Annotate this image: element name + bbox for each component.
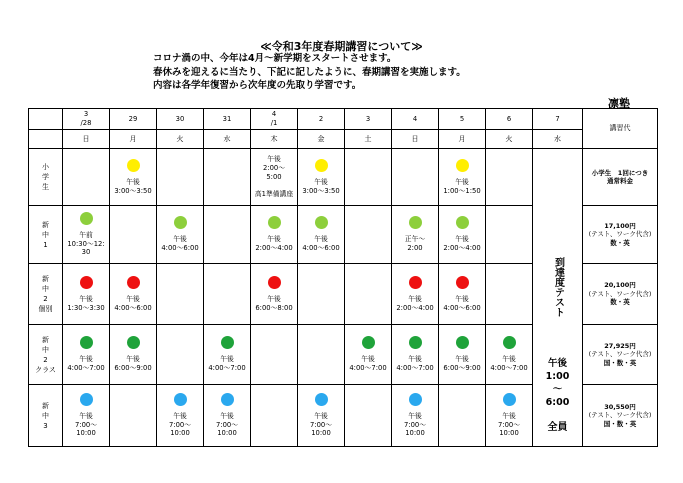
day-cell	[486, 130, 533, 149]
date-cell	[392, 109, 439, 130]
date-cell	[204, 109, 251, 130]
schedule-cell	[251, 149, 298, 206]
day-label: 水	[223, 134, 231, 143]
date-label: 3	[365, 114, 371, 123]
session-dot-icon	[456, 276, 469, 289]
date-label: 31	[222, 114, 232, 123]
intro-line: 春休みを迎えるに当たり、下記に記したように、春期講習を実施します。	[153, 66, 466, 78]
fee-subjects: 数・英	[610, 238, 630, 247]
session-time: 午後 6:00～8:00	[255, 294, 293, 312]
test-label: 到達度テスト	[552, 257, 564, 317]
date-cell	[345, 109, 392, 130]
date-label: 2	[318, 114, 324, 123]
day-label: 火	[505, 134, 513, 143]
schedule-cell	[486, 325, 533, 385]
grade-label: 新 中 2 クラス	[35, 335, 56, 374]
day-label: 火	[176, 134, 184, 143]
schedule-cell	[110, 206, 157, 264]
corner-cell	[29, 109, 63, 130]
session-time: 午後 2:00～ 5:00 高1準備講座	[254, 155, 294, 199]
date-label: 3 /28	[80, 110, 92, 127]
day-cell	[298, 130, 345, 149]
date-label: 30	[175, 114, 185, 123]
grade-label-cell	[29, 385, 63, 447]
session-dot-icon	[456, 336, 469, 349]
corner-cell	[29, 130, 63, 149]
session-time: 午後 4:00～6:00	[302, 235, 340, 252]
session-dot-icon	[80, 393, 93, 406]
fee-subjects: 国・数・英	[603, 419, 637, 428]
session-time: 午後 3:00～3:50	[114, 177, 152, 195]
grade-label-cell	[29, 264, 63, 325]
session-dot-icon	[268, 276, 281, 289]
session-time: 午前 10:30～12: 30	[67, 230, 105, 257]
schedule-cell	[439, 325, 486, 385]
schedule-cell	[298, 385, 345, 447]
session-dot-icon	[80, 276, 93, 289]
session-dot-icon	[221, 336, 234, 349]
session-dot-icon	[409, 336, 422, 349]
session-time: 午後 7:00～ 10:00	[497, 411, 521, 438]
session-dot-icon	[409, 276, 422, 289]
fee-header-label: 講習代	[609, 124, 631, 132]
session-dot-icon	[315, 159, 328, 172]
schedule-cell	[392, 149, 439, 206]
session-time: 午後 7:00～ 10:00	[168, 411, 192, 438]
day-cell	[345, 130, 392, 149]
fee-note: (テスト、ワーク代含)	[588, 350, 652, 359]
schedule-cell	[439, 206, 486, 264]
session-dot-icon	[127, 336, 140, 349]
session-dot-icon	[268, 216, 281, 229]
schedule-cell	[251, 325, 298, 385]
schedule-cell	[392, 385, 439, 447]
session-time: 午後 4:00～7:00	[490, 355, 528, 372]
grade-label-cell	[29, 206, 63, 264]
day-cell	[204, 130, 251, 149]
intro-text	[153, 52, 466, 93]
schedule-cell	[298, 264, 345, 325]
date-label: 7	[555, 114, 560, 123]
date-label: 4 /1	[270, 110, 278, 127]
session-dot-icon	[456, 159, 469, 172]
fee-cell	[583, 149, 658, 206]
schedule-cell	[251, 385, 298, 447]
grade-label: 新 中 2 個別	[38, 275, 53, 313]
day-cell	[392, 130, 439, 149]
session-time: 午後 2:00～4:00	[443, 235, 481, 252]
session-dot-icon	[80, 336, 93, 349]
fee-cell	[583, 264, 658, 325]
day-label: 日	[411, 134, 419, 143]
grade-label: 小 学 生	[42, 163, 49, 191]
schedule-cell	[439, 385, 486, 447]
page-title: ≪令和3年度春期講習について≫	[260, 40, 423, 53]
fee-cell	[583, 325, 658, 385]
fee-amount: 20,100円	[604, 281, 636, 290]
schedule-cell	[392, 264, 439, 325]
session-dot-icon	[503, 393, 516, 406]
test-time: 午後 1:00 ～ 6:00	[545, 358, 570, 408]
schedule-cell	[110, 264, 157, 325]
session-time: 午後 4:00～7:00	[396, 355, 434, 372]
session-time: 午後 3:00～3:50	[302, 177, 340, 195]
session-time: 午後 4:00～7:00	[349, 355, 387, 372]
schedule-cell	[157, 149, 204, 206]
schedule-cell	[110, 385, 157, 447]
session-time: 午後 1:30～3:30	[67, 294, 105, 312]
session-dot-icon	[362, 336, 375, 349]
grade-row	[29, 149, 658, 206]
fee-amount: 17,100円	[604, 221, 636, 230]
day-label: 月	[458, 134, 466, 143]
schedule-cell	[251, 264, 298, 325]
session-dot-icon	[409, 393, 422, 406]
session-time: 午後 7:00～ 10:00	[74, 411, 98, 438]
session-time: 午後 2:00～4:00	[396, 294, 434, 312]
grade-label: 新 中 1	[42, 220, 49, 249]
day-label: 日	[82, 134, 90, 143]
date-cell	[251, 109, 298, 130]
schedule-cell	[439, 264, 486, 325]
day-cell	[251, 130, 298, 149]
session-time: 午後 6:00～9:00	[443, 355, 481, 372]
schedule-cell	[204, 325, 251, 385]
date-cell	[63, 109, 110, 130]
session-dot-icon	[127, 159, 140, 172]
date-cell	[110, 109, 157, 130]
schedule-cell	[486, 206, 533, 264]
grade-label: 新 中 3	[42, 401, 49, 430]
schedule-cell	[345, 385, 392, 447]
session-dot-icon	[315, 216, 328, 229]
fee-subjects: 国・数・英	[603, 358, 637, 367]
schedule-cell	[204, 385, 251, 447]
session-dot-icon	[80, 212, 93, 225]
schedule-cell	[298, 149, 345, 206]
schedule-cell	[110, 325, 157, 385]
date-label: 29	[128, 114, 138, 123]
date-cell	[439, 109, 486, 130]
date-cell	[533, 109, 583, 130]
date-header-row	[29, 109, 658, 130]
schedule-cell	[204, 206, 251, 264]
session-dot-icon	[409, 216, 422, 229]
schedule-cell	[298, 206, 345, 264]
day-cell	[110, 130, 157, 149]
date-label: 6	[506, 114, 512, 123]
day-label: 土	[364, 134, 372, 143]
schedule-cell	[392, 325, 439, 385]
session-time: 正午～ 2:00	[404, 235, 426, 252]
fee-subjects: 数・英	[610, 298, 630, 307]
schedule-cell	[439, 149, 486, 206]
day-label: 木	[270, 134, 278, 143]
fee-note: (テスト、ワーク代含)	[588, 411, 652, 420]
schedule-cell	[486, 385, 533, 447]
fee-note: (テスト、ワーク代含)	[588, 289, 652, 298]
schedule-cell	[486, 264, 533, 325]
test-column	[533, 149, 583, 447]
fee-text: 小学生 1回につき 通常料金	[591, 168, 649, 185]
session-time: 午後 7:00～ 10:00	[309, 411, 333, 438]
session-time: 午後 7:00～ 10:00	[215, 411, 239, 438]
test-target: 全員	[547, 422, 568, 433]
schedule-cell	[63, 206, 110, 264]
grade-label-cell	[29, 325, 63, 385]
schedule-cell	[157, 385, 204, 447]
fee-header	[583, 109, 658, 149]
schedule-cell	[110, 149, 157, 206]
schedule-cell	[345, 325, 392, 385]
schedule-cell	[157, 264, 204, 325]
session-dot-icon	[127, 276, 140, 289]
session-dot-icon	[456, 216, 469, 229]
schedule-cell	[63, 149, 110, 206]
session-dot-icon	[221, 393, 234, 406]
session-time: 午後 2:00～4:00	[255, 235, 293, 252]
session-dot-icon	[315, 393, 328, 406]
session-dot-icon	[174, 216, 187, 229]
session-dot-icon	[174, 393, 187, 406]
schedule-cell	[345, 149, 392, 206]
date-cell	[157, 109, 204, 130]
day-cell	[533, 130, 583, 149]
fee-cell	[583, 385, 658, 447]
schedule-cell	[345, 264, 392, 325]
day-header-row	[29, 130, 658, 149]
grade-label-cell	[29, 149, 63, 206]
session-time: 午後 4:00～7:00	[67, 355, 105, 372]
session-dot-icon	[503, 336, 516, 349]
fee-amount: 27,925円	[604, 341, 636, 350]
session-time: 午後 1:00～1:50	[443, 177, 481, 195]
schedule-cell	[157, 206, 204, 264]
date-label: 5	[459, 114, 465, 123]
schedule-cell	[345, 206, 392, 264]
schedule-cell	[204, 264, 251, 325]
fee-note: (テスト、ワーク代含)	[588, 230, 652, 239]
session-time: 午後 7:00～ 10:00	[403, 411, 427, 438]
day-label: 水	[554, 134, 561, 143]
session-time: 午後 4:00～6:00	[443, 294, 481, 312]
schedule-cell	[63, 325, 110, 385]
schedule-cell	[204, 149, 251, 206]
session-time: 午後 4:00～7:00	[208, 355, 246, 372]
session-time: 午後 4:00～6:00	[161, 235, 199, 252]
session-time: 午後 6:00～9:00	[114, 355, 152, 372]
schedule-cell	[486, 149, 533, 206]
schedule-table	[28, 108, 658, 447]
day-cell	[157, 130, 204, 149]
session-time: 午後 4:00～6:00	[114, 294, 152, 312]
fee-cell	[583, 206, 658, 264]
intro-line: 内容は各学年復習から次年度の先取り学習です。	[153, 80, 362, 91]
date-cell	[298, 109, 345, 130]
schedule-cell	[251, 206, 298, 264]
day-label: 月	[129, 134, 137, 143]
schedule-cell	[63, 385, 110, 447]
fee-amount: 30,550円	[604, 402, 636, 411]
schedule-cell	[63, 264, 110, 325]
intro-line: コロナ渦の中、今年は4月～新学期をスタートさせます。	[153, 53, 397, 64]
date-cell	[486, 109, 533, 130]
day-cell	[439, 130, 486, 149]
school-name: 凛塾	[608, 97, 630, 110]
day-cell	[63, 130, 110, 149]
day-label: 金	[317, 134, 325, 143]
schedule-cell	[157, 325, 204, 385]
schedule-cell	[298, 325, 345, 385]
date-label: 4	[412, 114, 418, 123]
schedule-cell	[392, 206, 439, 264]
